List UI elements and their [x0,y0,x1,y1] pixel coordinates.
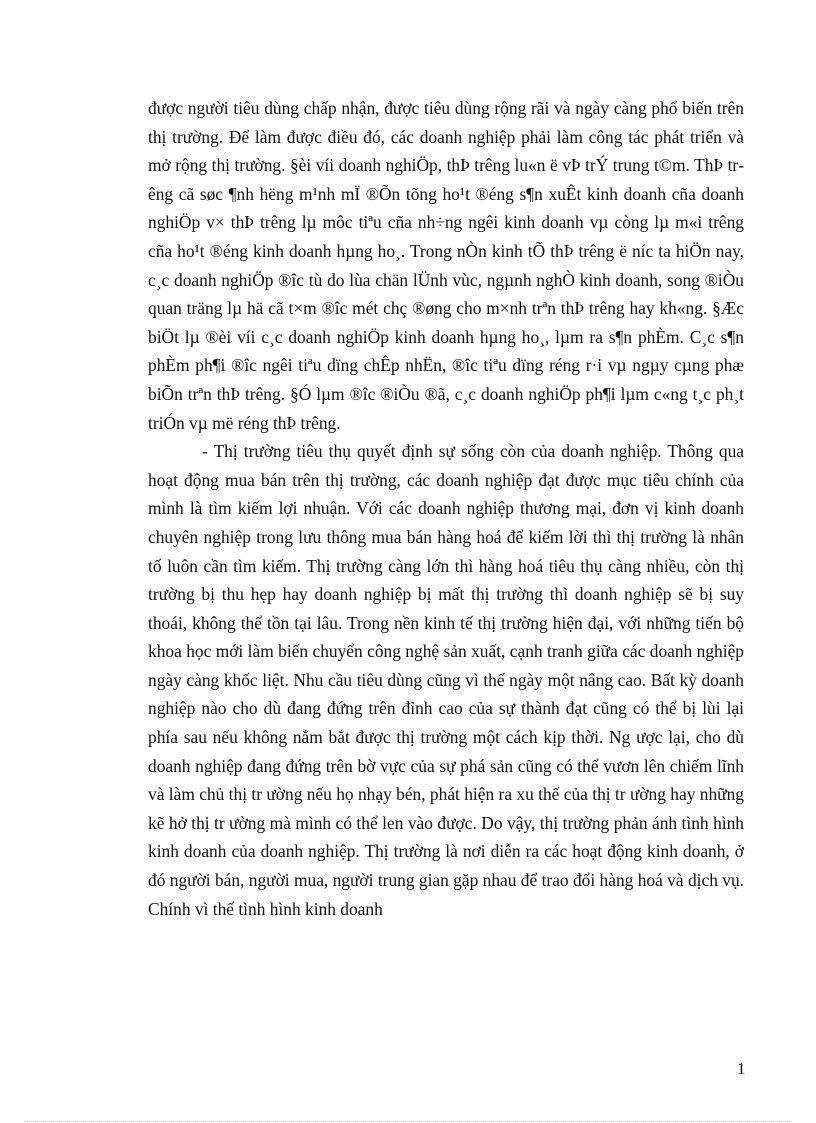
paragraph-2: - Thị trường tiêu thụ quyết định sự sống còn của doanh nghiệp. Thông qua hoạt động mua bán trên thị trường, các doanh nghiệp đạt được mục tiêu chính của mình là tìm kiếm lợi nhuận. Với các doanh nghiệp thương mại, đơn vị kinh doanh chuyên nghiệp trong lưu thông mua bán hàng hoá để kiếm lời thì thị trường là nhân tố luôn cần tìm kiếm. Thị trường càng lớn thì hàng hoá tiêu thụ càng nhiều, còn thị trường bị thu hẹp hay doanh nghiệp bị mất thị trường thì doanh nghiệp sẽ bị suy thoái, không thể tồn tại lâu. Trong nền kinh tế thị trường hiện đại, với những tiến bộ khoa học mới làm biến chuyển công nghệ sản xuất, cạnh tranh giữa các doanh nghiệp ngày càng khốc liệt. Nhu cầu tiêu dùng cũng vì thế ngày một nâng cao. Bất kỳ doanh nghiệp nào cho dù đang đứng trên đỉnh cao của sự thành đạt cũng có thể bị lùi lại phía sau nếu không nắm bắt được thị trường một cách kịp thời. Ng ược lại, cho dù doanh nghiệp đang đứng trên bờ vực của sự phá sản cũng có thể vươn lên chiếm lĩnh và làm chủ thị tr ường nếu họ nhạy bén, phát hiện ra xu thế của thị tr ường hay những kẽ hở thị tr ường mà mình có thể len vào được. Do vậy, thị trường phản ánh tình hình kinh doanh của doanh nghiệp. Thị trường là nơi diễn ra các hoạt động kinh doanh, ở đó người bán, người mua, người trung gian gặp nhau để trao đổi hàng hoá và dịch vụ. Chính vì thế tình hình kinh doanh [148,441,744,919]
document-body [148,94,744,923]
footer-divider [24,1121,792,1122]
paragraph-1: được người tiêu dùng chấp nhận, được tiêu dùng rộng rãi và ngày càng phổ biến trên thị trường. Để làm được điều đó, các doanh nghiệp phải làm công tác phát triển và mở rộng thị trường. §èi víi doanh nghiÖp, thÞ trêng lu«n ë vÞ trÝ trung t©m. ThÞ trêng cã søc ¶nh hëng m¹nh mÏ ®Õn tõng ho¹t ®éng s¶n xuÊt kinh doanh cña doanh nghiÖp v× thÞ trêng lµ môc tiªu cña nh÷ng ngêi kinh doanh vµ còng lµ m«i trêng cña ho¹t ®éng kinh doanh hµng ho¸. Trong nÒn kinh tÕ thÞ trêng ë níc ta hiÖn nay, c¸c doanh nghiÖp ®îc tù do lùa chän lÜnh vùc, ngµnh nghÒ kinh doanh, song ®iÒu quan träng lµ hä cã t×m ®îc mét chç ®øng cho m×nh trªn thÞ trêng hay kh«ng. §Æc biÖt lµ ®èi víi c¸c doanh nghiÖp kinh doanh hµng ho¸, lµm ra s¶n phÈm. C¸c s¶n phÈm ph¶i ®îc ngêi tiªu dïng chÊp nhËn, ®îc tiªu dïng réng r·i vµ ngµy cµng phæ biÕn trªn thÞ trêng. §Ó lµm ®îc ®iÒu ®ã, c¸c doanh nghiÖp ph¶i lµm c«ng t¸c ph¸t triÓn vµ më réng thÞ trêng. [148,98,744,433]
page-number: 1 [737,1059,746,1078]
